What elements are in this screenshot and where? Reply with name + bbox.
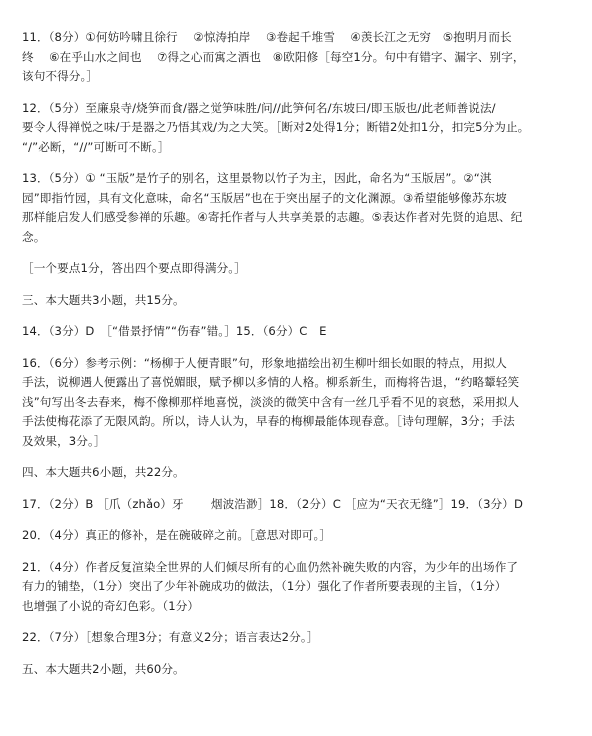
text-line: 12．（5分）至廉泉寺/烧笋而食/器之觉笋味胜/问//此笋何名/东坡曰/即玉版也/此老师善说法/ bbox=[22, 100, 496, 115]
text-line: ［一个要点1分，答出四个要点即得满分。］ bbox=[22, 261, 246, 275]
answer-11 bbox=[22, 28, 570, 87]
text-line: 11．（8分）①何妨吟啸且徐行 ②惊涛拍岸 ③卷起千堆雪 ④羡长江之无穷 ⑤抱明月而长 bbox=[22, 30, 512, 44]
text-line: “/”必断，“//”可断可不断。］ bbox=[22, 139, 170, 154]
answer-16 bbox=[22, 354, 570, 452]
text-line: 浅”句写出冬去春来，梅不像柳那样地喜悦，淡淡的微笑中含有一丝几乎看不见的哀愁，采用拟人 bbox=[22, 394, 520, 409]
text-line: 终 ⑥在乎山水之间也 ⑦得之心而寓之酒也 ⑧欧阳修［每空1分。句中有错字、漏字、别字， bbox=[22, 49, 525, 64]
answer-21 bbox=[22, 558, 570, 617]
text-line: 五、本大题共2小题，共60分。 bbox=[22, 661, 185, 676]
text-line: 17．（2分）B ［爪（zhǎo）牙 烟波浩渺］18．（2分）C ［应为“天衣无缝”］19．（3分）D bbox=[22, 496, 523, 511]
text-line: 13．（5分）① “玉版”是竹子的别名，这里景物以竹子为主，因此，命名为“玉版居”。②“淇 bbox=[22, 171, 492, 185]
text-line: 手法，说柳遇人便露出了喜悦媚眼，赋予柳以多情的人格。柳系新生，而梅将告退，“约略颦轻笑 bbox=[22, 375, 520, 389]
text-line: 三、本大题共3小题，共15分。 bbox=[22, 292, 185, 307]
text-line: 手法使梅花添了无限风韵。所以，诗人认为，早春的梅柳最能体现春意。［诗句理解，3分；手法 bbox=[22, 414, 515, 428]
answer-20 bbox=[22, 526, 570, 546]
answer-22 bbox=[22, 628, 570, 648]
answer-13 bbox=[22, 169, 570, 247]
text-line: 有力的铺垫，（1分）突出了少年补碗成功的做法，（1分）强化了作者所要表现的主旨，（1分） bbox=[22, 579, 507, 593]
answer-13-scoring-note bbox=[22, 259, 570, 279]
text-line: 要令人得禅悦之味/于是器之乃悟其戏/为之大笑。［断对2处得1分；断错2处扣1分，扣完5分为止。 bbox=[22, 120, 530, 134]
text-line: 22．（7分）［想象合理3分；有意义2分；语言表达2分。］ bbox=[22, 630, 319, 644]
text-line: 四、本大题共6小题，共22分。 bbox=[22, 465, 185, 479]
text-line: 该句不得分。］ bbox=[22, 69, 99, 83]
text-line: 念。 bbox=[22, 229, 46, 244]
section-four-heading bbox=[22, 463, 570, 483]
section-five-heading bbox=[22, 660, 570, 680]
answer-14-15 bbox=[22, 322, 570, 342]
text-line: 14．（3分）D ［“借景抒情”“伤春”错。］15．（6分）C E bbox=[22, 324, 327, 338]
text-line: 20．（4分）真正的修补，是在碗破碎之前。［意思对即可。］ bbox=[22, 528, 332, 542]
text-line: 园”即指竹园，具有文化意味，命名“玉版居”也在于突出屋子的文化渊源。③希望能够像苏东坡 bbox=[22, 190, 507, 205]
text-line: 也增强了小说的奇幻色彩。（1分） bbox=[22, 598, 200, 613]
answer-17-19 bbox=[22, 495, 570, 515]
text-line: 那样能启发人们感受参禅的乐趣。④寄托作者与人共享美景的志趣。⑤表达作者对先贤的追思、纪 bbox=[22, 210, 523, 224]
section-three-heading bbox=[22, 291, 570, 311]
text-line: 及效果，3分。］ bbox=[22, 433, 106, 448]
answer-12 bbox=[22, 99, 570, 158]
text-line: 16．（6分）参考示例：“杨柳于人便青眼”句，形象地描绘出初生柳叶细长如眼的特点，用拟人 bbox=[22, 355, 507, 370]
text-line: 21．（4分）作者反复渲染全世界的人们倾尽所有的心血仍然补碗失败的内容，为少年的出场作了 bbox=[22, 559, 519, 574]
